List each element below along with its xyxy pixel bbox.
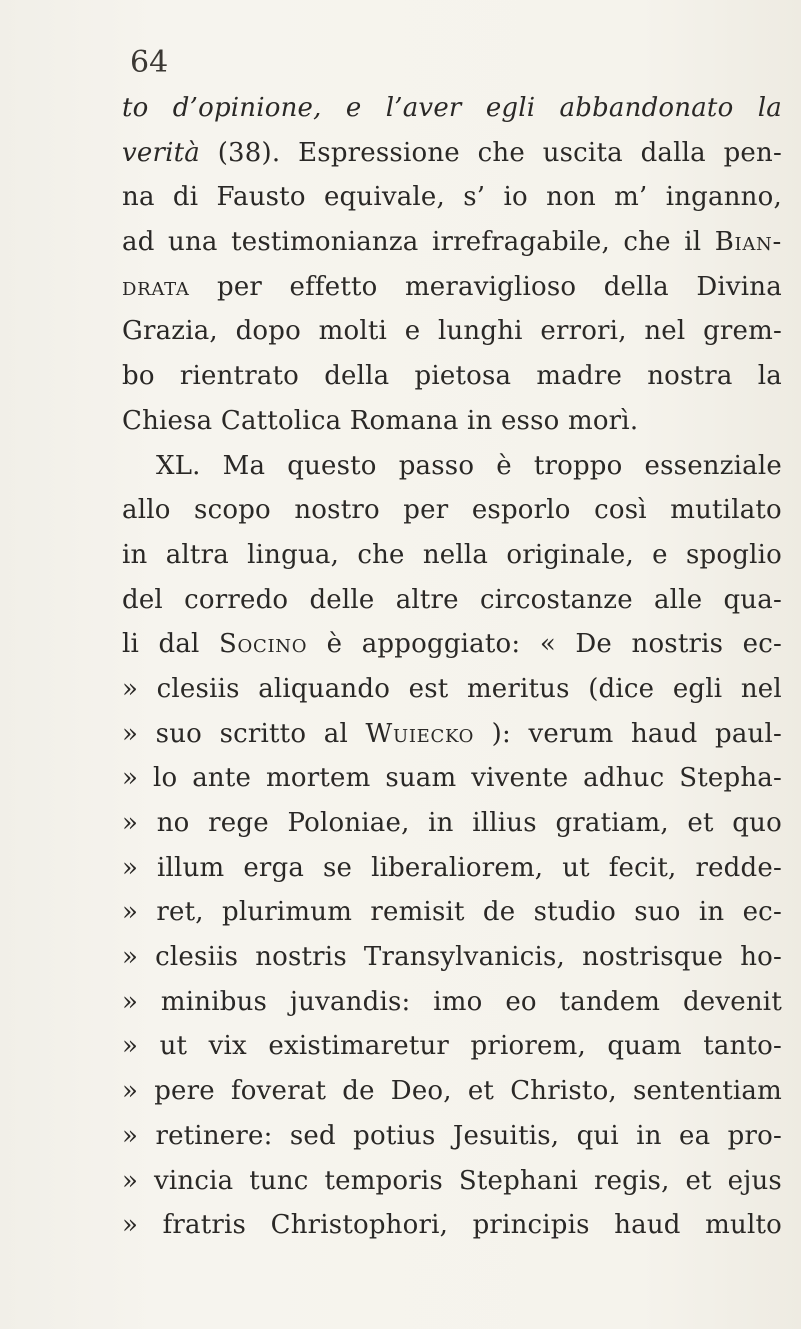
word-token: studio [533,897,616,928]
word-token: madre [536,361,623,392]
word-token: mortem [266,763,371,794]
word-token: in [428,808,454,838]
word-token: è [496,450,512,481]
word-token: lunghi [437,316,523,347]
word-token: multo [705,1210,782,1241]
word-token: et [687,808,714,838]
word-token: et [467,1076,495,1107]
word-token: fratris [162,1210,247,1241]
word-token: » [122,718,139,749]
word-token: se [323,852,353,883]
word-token: drata [122,271,190,302]
word-token: retinere: [155,1120,273,1151]
word-token: potius [353,1120,436,1151]
word-token: suam [385,763,457,794]
text-line [122,131,782,176]
word-token: Stepha- [679,763,782,794]
text-line [122,1024,782,1069]
text-line [122,578,782,623]
word-token: to [122,93,149,123]
word-token: dopo [235,316,301,347]
word-token: remisit [370,897,465,928]
word-token: del [122,584,163,615]
word-token: corredo [184,584,289,615]
text-line [122,444,782,489]
word-token: tunc [249,1165,309,1196]
word-token: abbandonato [559,93,734,123]
word-token: la [757,361,782,392]
word-token: nostris [255,942,347,973]
word-token: dalla [640,137,706,168]
word-token: che [357,539,405,570]
word-token: quam [607,1031,682,1062]
text-line [122,890,782,935]
word-token: appoggiato: [361,629,521,660]
text-line [122,622,782,667]
word-token: Wuiecko [365,718,475,749]
word-token: per [216,271,263,302]
text-line [122,1114,782,1159]
word-token: Poloniae, [287,808,410,838]
word-token: vivente [471,763,569,794]
word-token: ea [679,1120,711,1151]
word-token: meritus [466,673,570,704]
word-token: allo [122,495,171,526]
word-token: » [122,986,139,1017]
word-token: nostro [294,495,380,526]
text-line [122,399,782,444]
word-token: priorem, [470,1031,586,1062]
page-number: 64 [130,45,169,80]
word-token: erga [243,852,305,883]
word-token: della [603,271,669,302]
word-token: » [122,1076,139,1107]
word-token: Deo, [390,1076,452,1107]
word-token: De [575,629,613,660]
word-token: nostra [647,361,733,392]
word-token: l’aver [385,93,462,123]
word-token: ut [562,852,590,883]
word-token: Espressione [298,137,460,168]
word-token: clesiis [155,942,239,973]
word-token: molti [318,316,388,347]
word-token: la [757,93,782,123]
word-token: » [122,763,139,794]
word-token: (38). [217,137,281,168]
text-line [122,86,782,131]
word-token: nella [422,539,489,570]
word-token: così [594,495,647,526]
word-token: » [122,1210,139,1241]
text-line [122,846,782,891]
word-token: minibus [160,986,268,1017]
word-token: Ma [222,450,266,481]
word-token: ret, [156,897,204,928]
word-token: ho- [740,942,782,973]
word-token: vincia [154,1165,234,1196]
word-token: » [122,1120,139,1151]
word-token: ): [491,718,511,749]
word-token: illum [157,852,225,883]
word-token: haud [630,718,698,749]
word-token: che [477,137,525,168]
word-token: eo [505,986,537,1017]
text-line [122,667,782,712]
word-token: pere [154,1076,215,1107]
page-body-text [122,86,782,1248]
text-line [122,220,782,265]
word-token: ut [159,1031,188,1062]
word-token: effetto [289,271,378,302]
word-token: na [122,182,155,213]
word-token: d’opinione, [172,93,322,123]
word-token: XL. [156,450,201,481]
word-token: altre [395,584,459,615]
word-token: in [122,539,148,570]
word-token: haud [614,1210,681,1241]
word-token: qui [576,1120,619,1151]
text-line [122,309,782,354]
word-token: imo [433,986,483,1017]
word-token: principis [472,1210,590,1241]
word-token: in [636,1120,662,1151]
word-token: verum [528,718,614,749]
word-token: Bian- [714,227,782,258]
word-token: nostrisque [582,942,724,973]
text-line [122,935,782,980]
word-token: adhuc [583,763,665,794]
word-token: suo [155,718,203,749]
word-token: ec- [742,897,782,928]
text-line [122,354,782,399]
word-token: dal [158,629,200,660]
word-token: paul- [714,718,782,749]
word-token: altra [165,539,229,570]
word-token: che [623,227,671,258]
word-token: irrefragabile, [431,227,610,258]
word-token: qua- [723,584,782,615]
word-token: Grazia, [122,316,218,347]
text-line [122,712,782,757]
word-token: existimaretur [268,1031,450,1062]
word-token: grem- [703,316,782,347]
word-token: troppo [533,450,623,481]
word-token: « [539,629,556,660]
word-token: regis, [593,1165,670,1196]
text-line [122,533,782,578]
word-token: rege [208,808,269,838]
word-token: uscita [542,137,623,168]
word-token: devenit [682,986,782,1017]
word-token: » [122,808,139,838]
word-token: (dice [588,673,655,704]
word-token: » [122,1165,139,1196]
word-token: » [122,673,139,704]
word-token: verità [122,137,200,168]
word-token: io [503,182,528,213]
word-token: Fausto [216,182,306,213]
word-token: aliquando [258,673,391,704]
word-token: m’ [614,182,648,213]
word-token: spoglio [685,539,782,570]
word-token: » [122,897,139,928]
word-token: equivale, [323,182,445,213]
word-token: circostanze [479,584,633,615]
text-line [122,980,782,1025]
word-token: » [122,942,139,973]
text-line [122,1069,782,1114]
word-token: pro- [727,1120,782,1151]
word-token: esporlo [471,495,571,526]
word-token: juvandis: [289,986,411,1017]
word-token: ante [192,763,252,794]
word-token: pietosa [414,361,512,392]
word-token: gratiam, [555,808,669,838]
word-token: ejus [727,1165,782,1196]
word-token: li [122,629,140,660]
word-token: nostris [631,629,724,660]
word-token: ec- [742,629,782,660]
word-token: no [156,808,190,838]
word-token: testimonianza [231,227,419,258]
word-token: vix [208,1031,247,1062]
line-fragment: Chiesa Cattolica Romana in esso morì. [122,405,639,436]
word-token: e [652,539,668,570]
word-token: fecit, [608,852,677,883]
word-token: passo [398,450,475,481]
word-token: delle [309,584,375,615]
word-token: inganno, [665,182,782,213]
word-token: illius [472,808,537,838]
word-token: e [345,93,362,123]
word-token: » [122,1031,139,1062]
word-token: foverat [230,1076,327,1107]
word-token: suo [634,897,681,928]
word-token: essenziale [644,450,782,481]
word-token: questo [287,450,377,481]
word-token: plurimum [221,897,353,928]
word-token: de [342,1076,375,1107]
word-token: egli [485,93,536,123]
word-token: alle [653,584,703,615]
word-token: pen- [723,137,782,168]
word-token: bo [122,361,155,392]
word-token: tandem [559,986,661,1017]
word-token: sententiam [633,1076,782,1107]
word-token: Stephani [458,1165,579,1196]
word-token: de [482,897,516,928]
text-line [122,175,782,220]
word-token: di [172,182,199,213]
text-line [122,756,782,801]
word-token: clesiis [156,673,240,704]
text-line [122,488,782,533]
word-token: quo [732,808,782,838]
word-token: » [122,852,139,883]
text-line [122,1203,782,1248]
word-token: Divina [696,271,782,302]
word-token: non [546,182,596,213]
word-token: Socino [219,629,308,660]
word-token: scritto [219,718,307,749]
word-token: ad [122,227,155,258]
word-token: e [404,316,421,347]
word-token: lingua, [247,539,340,570]
word-token: liberaliorem, [371,852,544,883]
word-token: lo [152,763,178,794]
word-token: sed [289,1120,336,1151]
word-token: nel [740,673,782,704]
word-token: redde- [695,852,782,883]
text-line [122,801,782,846]
word-token: est [408,673,449,704]
word-token: scopo [194,495,271,526]
word-token: et [685,1165,712,1196]
word-token: originale, [506,539,634,570]
word-token: una [168,227,218,258]
word-token: rientrato [179,361,300,392]
word-token: Transylvanicis, [363,942,566,973]
word-token: Christophori, [270,1210,449,1241]
word-token: s’ [463,182,486,213]
word-token: tanto- [703,1031,782,1062]
word-token: mutilato [670,495,782,526]
word-token: il [684,227,702,258]
word-token: Christo, [510,1076,617,1107]
word-token: temporis [324,1165,443,1196]
word-token: nel [644,316,686,347]
word-token: al [323,718,348,749]
text-line [122,265,782,310]
word-token: meraviglioso [404,271,577,302]
word-token: per [403,495,449,526]
word-token: della [324,361,390,392]
word-token: in [698,897,725,928]
word-token: errori, [540,316,627,347]
word-token: è [326,629,343,660]
text-line [122,1159,782,1204]
word-token: Jesuitis, [452,1120,560,1151]
word-token: egli [672,673,723,704]
